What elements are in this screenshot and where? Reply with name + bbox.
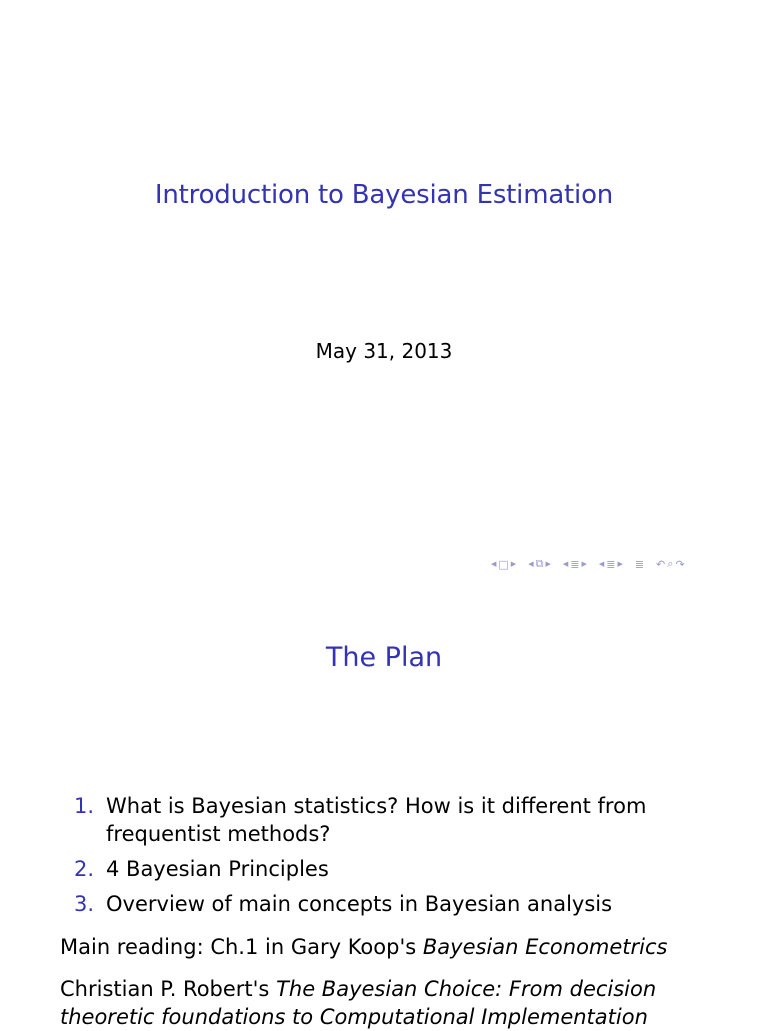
nav-forward-icon[interactable]: ↷ <box>675 557 685 571</box>
plan-list <box>74 792 674 925</box>
nav-subsection-icon[interactable]: ⧉ <box>535 557 544 570</box>
plan-slide <box>0 580 768 1029</box>
secondary-reading-book-title: The Bayesian Choice: From decision theoretic foundations to Computational Implementation <box>60 977 657 1029</box>
subsection-nav <box>527 557 552 571</box>
frame-nav <box>490 558 517 571</box>
align-nav <box>634 558 645 571</box>
nav-section-icon[interactable]: ≣ <box>570 557 580 571</box>
nav-next-section-icon[interactable]: ▶ <box>581 560 587 568</box>
nav-prev-part-icon[interactable]: ◀ <box>598 560 605 568</box>
list-number: 3. <box>74 892 95 916</box>
nav-prev-section-icon[interactable]: ◀ <box>562 560 569 568</box>
nav-align-icon[interactable]: ≣ <box>634 557 645 571</box>
nav-frame-icon[interactable]: □ <box>498 557 509 571</box>
list-item <box>74 792 674 848</box>
secondary-reading-prefix: Christian P. Robert's <box>60 977 277 1001</box>
list-text: 4 Bayesian Principles <box>106 857 329 881</box>
list-item <box>74 855 674 883</box>
list-item <box>74 890 674 918</box>
main-reading-book-title: Bayesian Econometrics <box>422 935 668 959</box>
nav-next-subsection-icon[interactable]: ▶ <box>545 560 551 568</box>
main-reading <box>60 933 740 961</box>
nav-next-part-icon[interactable]: ▶ <box>617 560 623 568</box>
nav-prev-frame-icon[interactable]: ◀ <box>491 560 497 568</box>
beamer-navigation-bar <box>490 556 762 572</box>
section-nav <box>562 558 588 571</box>
part-nav <box>598 558 624 571</box>
slide-title: The Plan <box>325 642 443 673</box>
search-nav <box>655 557 686 571</box>
secondary-reading <box>60 975 740 1031</box>
list-text: Overview of main concepts in Bayesian analysis <box>106 892 613 916</box>
nav-part-icon[interactable]: ≣ <box>606 557 616 571</box>
list-number: 1. <box>74 794 95 818</box>
nav-back-icon[interactable]: ↶ <box>656 557 666 571</box>
presentation-date: May 31, 2013 <box>315 339 453 363</box>
nav-prev-subsection-icon[interactable]: ◀ <box>528 560 534 568</box>
list-text: What is Bayesian statistics? How is it different from frequentist methods? <box>106 794 647 846</box>
nav-search-icon[interactable]: ⌕ <box>667 557 674 570</box>
list-number: 2. <box>74 857 95 881</box>
main-reading-prefix: Main reading: Ch.1 in Gary Koop's <box>60 935 423 959</box>
nav-next-frame-icon[interactable]: ▶ <box>510 560 517 568</box>
presentation-title: Introduction to Bayesian Estimation <box>154 180 614 210</box>
